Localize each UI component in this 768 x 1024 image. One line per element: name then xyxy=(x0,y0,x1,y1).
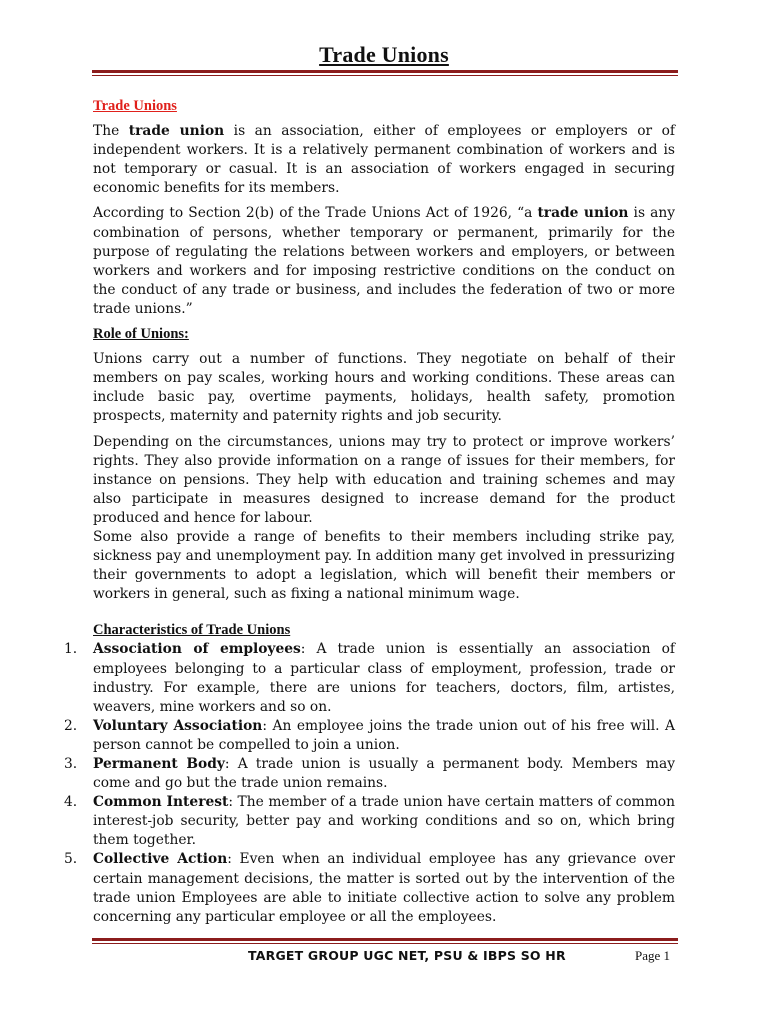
list-term: Collective Action xyxy=(93,851,228,868)
paragraph-act-definition xyxy=(93,204,675,319)
list-text: : A trade union is essentially an association of employees belonging to a particular class of employment, profession, trade or industry. For example, there are unions for teachers, doctors, film, artistes, weavers, mine workers and so on. xyxy=(93,641,675,715)
list-term: Voluntary Association xyxy=(93,717,263,734)
footer-text: TARGET GROUP UGC NET, PSU & IBPS SO HR xyxy=(248,948,566,963)
footer-rule xyxy=(92,938,678,941)
list-text: : A trade union is usually a permanent body. Members may come and go but the trade union remains. xyxy=(93,756,675,792)
section-heading-trade-unions: Trade Unions xyxy=(93,98,177,114)
list-number: 1. xyxy=(64,641,78,658)
text-run: The xyxy=(93,123,129,140)
list-term: Common Interest xyxy=(93,794,229,811)
list-item xyxy=(64,640,675,716)
list-text: : Even when an individual employee has any grievance over certain management decisions, the matter is sorted out by the intervention of the trade union Employees are able to initiate collective action to solve any problem concerning any particular employee or all the employees. xyxy=(93,851,676,925)
list-text: : An employee joins the trade union out of his free will. A person cannot be compelled to join a union. xyxy=(93,717,676,753)
list-number: 2. xyxy=(64,717,78,734)
list-term: Association of employees xyxy=(93,641,301,658)
document-body xyxy=(64,97,676,927)
list-item xyxy=(64,850,676,926)
text-run: According to Section 2(b) of the Trade Unions Act of 1926, “a xyxy=(93,205,538,222)
footer-rule-thin xyxy=(92,943,678,944)
characteristics-list xyxy=(64,640,676,926)
header-rule-thin xyxy=(92,75,678,76)
page-number: Page 1 xyxy=(635,948,671,963)
paragraph-role-circumstances: Depending on the circumstances, unions may try to protect or improve workers’ rights. They also provide information on a range of issues for their members, for instance on pensions. They help with education and training schemes and may also participate in measures designed to increase demand for the product produced and hence for labour. xyxy=(93,433,675,526)
list-text: : The member of a trade union have certain matters of common interest-job security, better pay and working conditions and so on, which bring them together. xyxy=(93,794,675,849)
list-item xyxy=(64,755,675,793)
page-title: Trade Unions xyxy=(319,42,449,67)
list-item xyxy=(64,717,676,755)
list-term: Permanent Body xyxy=(93,756,225,772)
list-number: 3. xyxy=(64,756,78,772)
paragraph-role-functions: Unions carry out a number of functions. They negotiate on behalf of their members on pay scales, working hours and working conditions. These areas can include basic pay, overtime payments, holidays, health safety, promotion prospects, maternity and paternity rights and job security. xyxy=(93,351,675,425)
list-number: 4. xyxy=(64,794,78,811)
paragraph-definition xyxy=(93,122,675,198)
header-rule xyxy=(92,70,678,73)
list-item xyxy=(64,793,675,850)
text-run: is an association, either of employees or employers or of independent workers. It is a relatively permanent combination of workers and is not temporary or casual. It is an association of workers engaged in securing economic benefits for its members. xyxy=(93,123,675,197)
text-run: is any combination of persons, whether temporary or permanent, primarily for the purpose of regulating the relations between workers and employers, or between workers and workers and for imposing restrictive conditions on the conduct on the conduct of any trade or business, and includes the federation of two or more trade unions.” xyxy=(93,205,675,317)
paragraph-role-benefits: Some also provide a range of benefits to their members including strike pay, sickness pay and unemployment pay. In addition many get involved in pressurizing their governments to adopt a legislation, which will benefit their members or workers in general, such as fixing a national minimum wage. xyxy=(93,528,675,603)
list-number: 5. xyxy=(64,851,78,868)
section-heading-role: Role of Unions: xyxy=(93,326,189,343)
spacer xyxy=(93,604,675,621)
bold-term: trade union xyxy=(537,205,629,222)
section-heading-characteristics: Characteristics of Trade Unions xyxy=(93,622,291,639)
bold-term: trade union xyxy=(128,123,225,140)
